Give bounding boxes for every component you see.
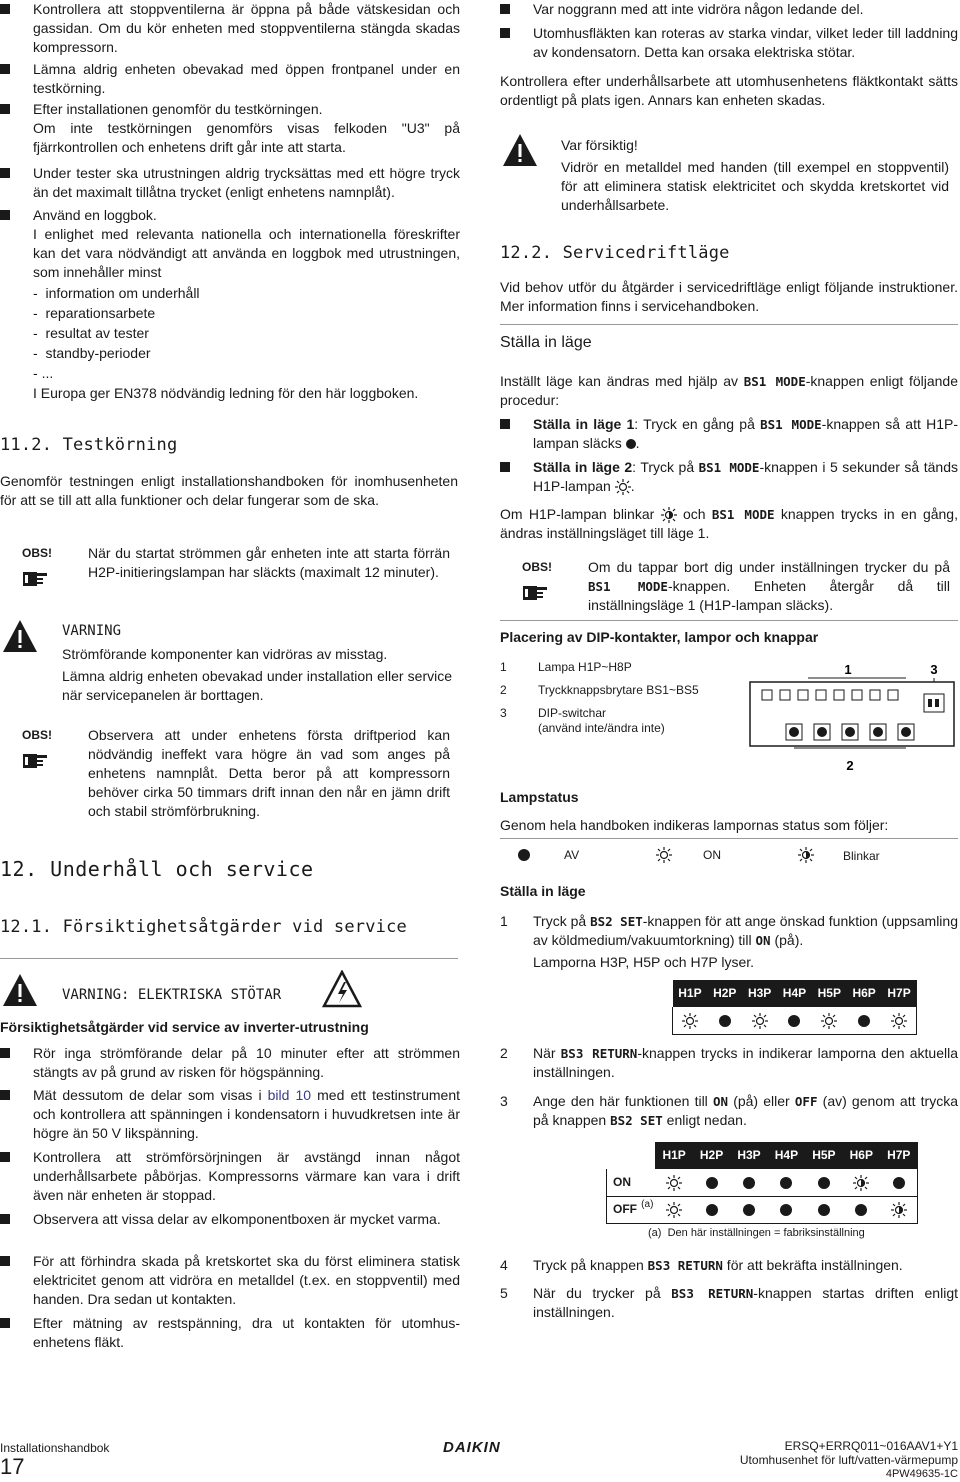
bullet-item: Under tester ska utrustningen aldrig trycksättas med ett högre tryck än det maximalt tillåtna trycket (enligt enhetens namnplåt).	[0, 164, 460, 202]
list-item: - standby-perioder	[33, 345, 151, 361]
table-header-cell: H3P	[742, 980, 777, 1007]
testrun-body: Genomför testningen enligt installationshandboken för inomhusenheten för att se till att alla funktioner och delar fungerar som de ska.	[0, 473, 458, 508]
lamp-cell	[805, 1169, 842, 1196]
list-item: - reparationsarbete	[33, 305, 156, 321]
log-footer: I Europa ger EN378 nödvändig ledning för den här loggboken.	[33, 385, 419, 401]
lamp-cell	[655, 1169, 692, 1196]
step-2: 2 När BS3 RETURN-knappen trycks in indikerar lamporna den aktuella inställningen.	[500, 1045, 958, 1080]
set-mode-heading-2: Ställa in läge	[500, 883, 586, 899]
lampstatus-heading: Lampstatus	[500, 789, 579, 805]
section-divider	[0, 958, 458, 959]
footer-doc-type: Installationshandbok	[0, 1441, 110, 1455]
row-label: ON	[607, 1169, 656, 1196]
electric-warning-title: VARNING: ELEKTRISKA STÖTAR	[62, 987, 282, 1003]
bullet-square-icon	[0, 168, 10, 178]
dip-switch-icon	[924, 694, 944, 712]
section-divider	[500, 838, 958, 839]
bullet-item: Mät dessutom de delar som visas i bild 10 med ett testinstrument och kontrollera att spänningen i kondensatorn i huvudkretsen inte är högre än 50 V likspänning.	[0, 1086, 460, 1143]
step-3: 3 Ange den här funktionen till ON (på) eller OFF (av) genom att trycka på knappen BS2 SET enligt nedan.	[500, 1093, 958, 1128]
step-1: 1 Tryck på BS2 SET-knappen för att ange önskad funktion (uppsamling av köldmedium/vakuumtorkning) till ON (på). Lamporna H3P, H5P och H7P lyser.	[500, 913, 958, 970]
lamp-on-icon	[752, 1013, 768, 1029]
lamp-blink-icon	[661, 507, 677, 523]
lamp-off-icon	[818, 1204, 830, 1216]
lamp-on-icon	[821, 1013, 837, 1029]
lamp-cell	[777, 1007, 812, 1034]
lamp-off-icon	[780, 1177, 792, 1189]
bullet-square-icon	[500, 4, 510, 14]
lamp-on-icon	[891, 1013, 907, 1029]
key-label: BS1 MODE	[743, 374, 806, 389]
obs-note-3: OBS!	[522, 558, 562, 603]
brand-logo: DAIKIN	[443, 1439, 501, 1456]
lamp-off-icon	[818, 1177, 830, 1189]
lamp-cell	[843, 1169, 880, 1196]
key-label: ON	[712, 1094, 729, 1109]
lamp-cell	[693, 1169, 730, 1196]
service-precaution-heading: Försiktighetsåtgärder vid service av inverter-utrustning	[0, 1019, 369, 1035]
lamp-table-2	[606, 1142, 918, 1224]
diagram-label-1: 1	[844, 662, 852, 677]
warning-triangle-icon	[2, 618, 38, 654]
lamp-cell	[843, 1196, 880, 1223]
list-item: - ...	[33, 365, 54, 381]
key-label: BS1 MODE	[588, 579, 668, 594]
lamp-cell	[730, 1196, 767, 1223]
lamp-on-icon	[666, 1202, 682, 1218]
lamp-cell	[768, 1196, 805, 1223]
key-label: BS2 SET	[590, 914, 643, 929]
obs-note-2: OBS!	[22, 726, 62, 771]
lamp-off-icon	[706, 1204, 718, 1216]
bullet-square-icon	[500, 462, 510, 472]
bullet-item: Använd en loggbok. I enlighet med relevanta nationella och internationella föreskrifter kan det vara nödvändigt att använda en loggbok med utrustningen, som innehåller minst	[0, 206, 460, 282]
bullet-square-icon	[0, 1214, 10, 1224]
lamp-cell	[768, 1169, 805, 1196]
table-header-cell: H4P	[777, 980, 812, 1007]
lamp-cell	[880, 1169, 917, 1196]
table-header-cell: H1P	[673, 980, 708, 1007]
caution-block: Var försiktig! Vidrör en metalldel med handen (till exempel en stoppventil) för att eliminera statisk elektricitet och skydda kretskortet vid underhållsarbete.	[561, 137, 949, 213]
table-header-cell: H7P	[882, 980, 917, 1007]
lamp-cell	[882, 1007, 917, 1034]
key-label: OFF	[794, 1094, 818, 1109]
step-5: 5 När du trycker på BS3 RETURN-knappen startas driften enligt inställningen.	[500, 1285, 958, 1320]
electric-shock-icon	[322, 970, 362, 1008]
service-mode-heading: 12.2. Servicedriftläge	[500, 243, 730, 263]
bullet-square-icon	[0, 210, 10, 220]
lamp-cell	[847, 1007, 882, 1034]
list-item: - information om underhåll	[33, 285, 200, 301]
bullet-square-icon	[0, 64, 10, 74]
bullet-item: Rör inga strömförande delar på 10 minuter efter att strömmen stängts av på grund av risken för högspänning.	[0, 1044, 460, 1082]
bullet-item: Utomhusfläkten kan roteras av starka vindar, vilket leder till laddning av kondensatorn. Detta kan orsaka elektriska stötar.	[500, 24, 958, 62]
lamp-on-icon	[666, 1175, 682, 1191]
key-label: BS1 MODE	[711, 507, 775, 522]
key-label: BS1 MODE	[760, 417, 822, 432]
bullet-square-icon	[0, 1048, 10, 1058]
lamp-legend: AV ON Blinkar	[500, 848, 958, 864]
diagram-label-2: 2	[846, 758, 854, 773]
set-mode-paragraph: Inställt läge kan ändras med hjälp av BS1 MODE-knappen enligt följande procedur:	[500, 373, 958, 408]
obs-text-3: Om du tappar bort dig under inställningen trycker du på BS1 MODE-knappen. Enheten återgår då till inställningsläge 1 (H1P-lampan släcks).	[588, 559, 950, 613]
log-list	[33, 284, 453, 403]
bullet-square-icon	[0, 1152, 10, 1162]
key-label: BS3 RETURN	[671, 1286, 754, 1301]
bullet-item: Ställa in läge 2: Tryck på BS1 MODE-knappen i 5 sekunder så tänds H1P-lampan .	[500, 458, 958, 496]
obs-text-1: När du startat strömmen går enheten inte att starta förrän H2P-initieringslampan har släckts (maximalt 12 minuter).	[88, 545, 450, 580]
lamp-on-icon	[682, 1013, 698, 1029]
pcb-diagram	[748, 660, 958, 775]
list-item: - resultat av tester	[33, 325, 149, 341]
bullet-item: Var noggrann med att inte vidröra någon ledande del.	[500, 0, 958, 19]
lamp-blink-icon	[661, 506, 677, 522]
key-label: BS2 SET	[610, 1113, 663, 1128]
lamp-on-icon	[656, 847, 672, 863]
key-label: BS3 RETURN	[560, 1046, 638, 1061]
lamp-table-1	[672, 980, 917, 1035]
step-4: 4 Tryck på knappen BS3 RETURN för att bekräfta inställningen.	[500, 1257, 903, 1273]
lamp-blink-icon	[891, 1202, 907, 1218]
table-row-off	[607, 1196, 918, 1223]
service-mode-body: Vid behov utför du åtgärder i servicedriftläge enligt följande instruktioner. Mer information finns i servicehandboken.	[500, 279, 958, 314]
section-divider	[500, 324, 958, 325]
lamp-off-icon	[743, 1177, 755, 1189]
bullet-square-icon	[0, 4, 10, 14]
table-row-on	[607, 1169, 918, 1196]
pointing-hand-icon	[22, 567, 48, 589]
bullet-square-icon	[0, 104, 10, 114]
set-mode-heading: Ställa in läge	[500, 334, 592, 351]
lamp-off-icon	[858, 1015, 870, 1027]
legend-item: 1 Lampa H1P~H8P	[500, 660, 632, 674]
key-label: BS3 RETURN	[647, 1258, 723, 1273]
bullet-item: Observera att vissa delar av elkomponentboxen är mycket varma.	[0, 1210, 460, 1229]
lamp-off-icon	[780, 1204, 792, 1216]
lamp-cell	[880, 1196, 917, 1223]
bullet-square-icon	[500, 419, 510, 429]
lamp-on-icon	[656, 847, 672, 863]
legend-item: 2 Tryckknappsbrytare BS1~BS5	[500, 683, 699, 697]
lamp-cell	[693, 1196, 730, 1223]
table-header-cell: H7P	[880, 1142, 917, 1169]
obs-text-2: Observera att under enhetens första driftperiod kan nödvändig ineffekt vara högre än vad som anges på enhetens namnplåt. Detta beror på att kompressorn behöver cirka 50 timmars drift innan den når en jämn drift och stabil strömförbrukning.	[88, 727, 450, 819]
table-header-cell: H5P	[812, 980, 847, 1007]
row-label: OFF (a)	[607, 1196, 656, 1223]
bullet-item: För att förhindra skada på kretskortet ska du först eliminera statisk elektricitet genom att vidröra en metalldel (t.ex. en stoppventil) med handen. Dra sedan ut kontakten.	[0, 1252, 460, 1309]
lamp-cell	[805, 1196, 842, 1223]
lamp-on-icon	[615, 479, 631, 495]
caution-triangle-icon	[502, 132, 538, 168]
bullet-item: Lämna aldrig enheten obevakad med öppen frontpanel under en testkörning.	[0, 60, 460, 98]
testrun-heading: 11.2. Testkörning	[0, 435, 178, 455]
lamp-off-icon	[626, 439, 636, 449]
table-header-cell: H1P	[655, 1142, 692, 1169]
table-corner-cell	[607, 1142, 656, 1169]
lamp-cell	[730, 1169, 767, 1196]
pointing-hand-icon	[522, 581, 548, 603]
table-row	[673, 1007, 917, 1034]
lamp-off-icon	[518, 849, 530, 861]
lamp-cell	[742, 1007, 777, 1034]
lamp-off-icon	[706, 1177, 718, 1189]
section-12-heading: 12. Underhåll och service	[0, 857, 314, 881]
table-header-row	[607, 1142, 918, 1169]
lamp-on-icon	[615, 478, 631, 494]
section-12-1-heading: 12.1. Försiktighetsåtgärder vid service	[0, 917, 407, 937]
lamp-cell	[812, 1007, 847, 1034]
key-label: ON	[755, 933, 771, 948]
bullet-square-icon	[500, 28, 510, 38]
bullet-square-icon	[0, 1256, 10, 1266]
diagram-label-3: 3	[930, 662, 938, 677]
dip-legend	[500, 660, 740, 736]
fan-connector-paragraph: Kontrollera efter underhållsarbete att utomhusenhetens fläktkontakt sätts ordentligt på plats igen. Annars kan enheten skadas.	[500, 73, 958, 108]
table-header-cell: H2P	[693, 1142, 730, 1169]
obs-note-1: OBS!	[22, 544, 62, 589]
lamp-off-icon	[893, 1177, 905, 1189]
bullet-item: Kontrollera att strömförsörjningen är avstängd innan något underhållsarbete påbörjas. Kompressorns värmare kan vara i drift även när enheten är stoppad.	[0, 1148, 460, 1205]
lamp-cell	[707, 1007, 742, 1034]
lamp-blink-icon	[798, 847, 814, 863]
table-header-cell: H3P	[730, 1142, 767, 1169]
lamp-off-icon	[719, 1015, 731, 1027]
pointing-hand-icon	[22, 749, 48, 771]
table-header-cell: H6P	[843, 1142, 880, 1169]
lamp-off-icon	[743, 1204, 755, 1216]
footer-page-number: 17	[0, 1454, 25, 1479]
lamp-cell	[673, 1007, 708, 1034]
table-header-cell: H5P	[805, 1142, 842, 1169]
footnote-mark: (a)	[641, 1198, 654, 1210]
table-footnote: (a) Den här inställningen = fabriksinställning	[648, 1227, 865, 1239]
page-footer	[0, 1438, 960, 1482]
bullet-square-icon	[0, 1090, 10, 1100]
legend-item: 3 DIP-switchar (använd inte/ändra inte)	[500, 706, 665, 735]
bullet-item: Ställa in läge 1: Tryck en gång på BS1 MODE-knappen så att H1P-lampan släcks .	[500, 415, 958, 453]
footer-model-info: ERSQ+ERRQ011~016AAV1+Y1 Utomhusenhet för luft/vatten-värmepump 4PW49635-1C	[739, 1439, 958, 1480]
bullet-item: Efter installationen genomför du testkörningen. Om inte testkörningen genomförs visas felkoden "U3" på fjärrkontrollen och enhetens drift går inte att starta.	[0, 100, 460, 157]
lampstatus-text: Genom hela handboken indikeras lampornas status som följer:	[500, 817, 889, 833]
bullet-square-icon	[0, 1318, 10, 1328]
warning-triangle-icon	[2, 972, 38, 1008]
key-label: BS1 MODE	[698, 460, 760, 475]
bullet-item: Kontrollera att stoppventilerna är öppna på både vätskesidan och gassidan. Om du kör enheten med stoppventilerna stängda skadas kompressorn.	[0, 0, 460, 57]
lamp-cell	[655, 1196, 692, 1223]
lamp-off-icon	[788, 1015, 800, 1027]
table-header-row	[673, 980, 917, 1007]
bullet-item: Efter mätning av restspänning, dra ut kontakten för utomhusenhetens fläkt.	[0, 1314, 460, 1352]
table-header-cell: H2P	[707, 980, 742, 1007]
figure-link[interactable]: bild 10	[267, 1087, 312, 1103]
dip-heading: Placering av DIP-kontakter, lampor och knappar	[500, 629, 819, 645]
blink-paragraph: Om H1P-lampan blinkar och BS1 MODE knappen trycks in en gång, ändras inställningsläget till läge 1.	[500, 506, 958, 541]
table-header-cell: H4P	[768, 1142, 805, 1169]
lamp-off-icon	[855, 1204, 867, 1216]
lamp-blink-icon	[853, 1175, 869, 1191]
section-divider	[500, 620, 958, 621]
lamp-blink-icon	[798, 847, 814, 863]
warning-block: VARNING Strömförande komponenter kan vidröras av misstag. Lämna aldrig enheten obevakad under installation eller service när servicepanelen är borttagen.	[62, 623, 452, 703]
table-header-cell: H6P	[847, 980, 882, 1007]
